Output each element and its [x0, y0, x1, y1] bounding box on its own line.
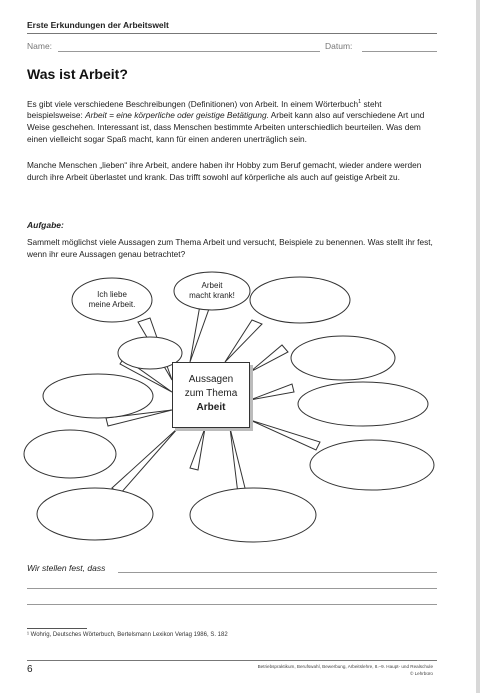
footer-rule — [27, 660, 437, 661]
footnote: ¹ Wohrig, Deutsches Wörterbuch, Bertelsmann Lexikon Verlag 1986, S. 182 — [27, 632, 228, 638]
page-title: Was ist Arbeit? — [27, 66, 128, 82]
name-date-row — [27, 41, 437, 53]
conclusion-prompt: Wir stellen fest, dass — [27, 563, 106, 573]
bubble-1-line-2: meine Arbeit. — [88, 300, 136, 309]
publisher-line-2: © Lehrbüro — [409, 671, 433, 676]
header-rule — [27, 33, 437, 34]
bubble-2-line-2: macht krank! — [189, 291, 235, 300]
answer-line-1[interactable] — [118, 572, 437, 573]
header-title: Erste Erkundungen der Arbeitswelt — [27, 20, 169, 30]
ray-9 — [112, 428, 178, 494]
center-topic-box — [172, 362, 250, 428]
intro-text-c: Arbeit kann also auf verschiedene Art und Weise geschehen. Interessant ist, dass Menschen bestimmte Arbeiten unterschiedlich beurteilen. Was dem einen vielleicht sogar Spaß macht, kann für einen anderen unerträglich sein. — [27, 110, 425, 144]
center-line-1: Aussagen — [188, 374, 234, 385]
task-text: Sammelt möglichst viele Aussagen zum Thema Arbeit und versucht, Beispiele zu benennen. Was stellt ihr fest, wenn ihr eure Aussagen genau betrachtet? — [27, 237, 433, 259]
name-field-line[interactable] — [58, 51, 320, 52]
answer-line-2[interactable] — [27, 588, 437, 589]
task-label: Aufgabe: — [27, 220, 64, 230]
definition-text: Arbeit = eine körperliche oder geistige Betätigung. — [85, 110, 269, 121]
center-line-3: Arbeit — [196, 402, 226, 413]
second-paragraph: Manche Menschen „lieben“ ihre Arbeit, andere haben ihr Hobby zum Beruf gemacht, wieder andere werden durch ihre Arbeit überlastet und krank. Das trifft sowohl auf körperliche als auch auf geistige Arbeit zu. — [27, 160, 422, 182]
ray-7 — [230, 428, 246, 494]
bubble-1-line-1: Ich liebe — [97, 290, 127, 299]
page-number: 6 — [27, 664, 33, 675]
ray-8 — [190, 428, 205, 470]
date-label: Datum: — [325, 41, 353, 51]
intro-paragraph — [27, 97, 437, 145]
bubble-1-text — [76, 290, 148, 310]
ray-6 — [250, 420, 320, 450]
answer-line-3[interactable] — [27, 604, 437, 605]
footnote-rule — [27, 628, 87, 629]
ray-5 — [250, 384, 294, 400]
name-label: Name: — [27, 41, 53, 51]
publisher-line-1: Betriebspraktikum, Berufswahl, Bewerbung, Arbeitslehre, 8.–9. Haupt- und Realschule — [257, 664, 433, 669]
bubble-2-text — [178, 281, 246, 301]
intro-text-b: steht beispielsweise: — [27, 98, 382, 121]
date-field-line[interactable] — [362, 51, 437, 52]
ray-2 — [190, 305, 210, 362]
bubble-2-line-1: Arbeit — [201, 281, 223, 290]
ray-4 — [250, 345, 288, 372]
center-line-2: zum Thema — [184, 388, 238, 399]
footnote-ref: 1 — [358, 99, 362, 105]
ray-3 — [225, 320, 262, 362]
intro-text-a: Es gibt viele verschiedene Beschreibungen (Definitionen) von Arbeit. In einem Wörterbuch — [27, 98, 359, 109]
